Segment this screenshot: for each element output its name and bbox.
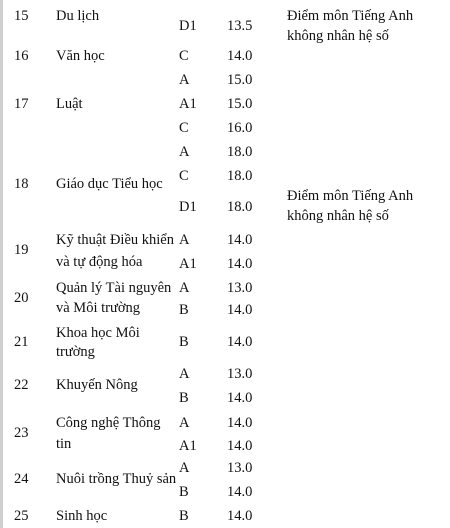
exam-block: A	[179, 415, 190, 431]
exam-block: B	[179, 484, 189, 500]
exam-block: C	[179, 168, 189, 184]
row-number: 19	[14, 242, 29, 258]
cutoff-score: 18.0	[227, 168, 253, 184]
row-number: 16	[14, 48, 29, 64]
cutoff-score: 14.0	[227, 232, 253, 248]
cutoff-score: 13.5	[227, 18, 253, 34]
exam-block: A	[179, 144, 190, 160]
note-text: không nhân hệ số	[287, 208, 389, 224]
cutoff-score: 14.0	[227, 256, 253, 272]
major-name: và Môi trường	[56, 300, 140, 316]
major-name: và tự động hóa	[56, 254, 143, 270]
note-text: Điểm môn Tiếng Anh	[287, 8, 414, 24]
row-number: 17	[14, 96, 29, 112]
cutoff-score: 15.0	[227, 72, 253, 88]
exam-block: B	[179, 390, 189, 406]
cutoff-score: 13.0	[227, 366, 253, 382]
cutoff-score: 18.0	[227, 199, 253, 215]
row-number: 22	[14, 377, 29, 393]
major-name: Văn học	[56, 48, 105, 64]
exam-block: A	[179, 72, 190, 88]
cutoff-score: 14.0	[227, 508, 253, 524]
exam-block: A	[179, 280, 190, 296]
row-number: 18	[14, 176, 29, 192]
row-number: 24	[14, 471, 29, 487]
exam-block: A1	[179, 438, 197, 454]
cutoff-score: 14.0	[227, 390, 253, 406]
row-number: 15	[14, 8, 29, 24]
exam-block: B	[179, 334, 189, 350]
exam-block: D1	[179, 18, 197, 34]
cutoff-score: 13.0	[227, 460, 253, 476]
exam-block: A	[179, 366, 190, 382]
left-border	[0, 0, 3, 528]
cutoff-score: 18.0	[227, 144, 253, 160]
exam-block: B	[179, 508, 189, 524]
exam-block: A	[179, 232, 190, 248]
row-number: 25	[14, 508, 29, 524]
exam-block: C	[179, 120, 189, 136]
note-text: không nhân hệ số	[287, 28, 389, 44]
cutoff-score: 15.0	[227, 96, 253, 112]
exam-block: B	[179, 302, 189, 318]
row-number: 21	[14, 334, 29, 350]
major-name: Kỹ thuật Điều khiển	[56, 232, 174, 248]
cutoff-score: 14.0	[227, 438, 253, 454]
exam-block: A	[179, 460, 190, 476]
exam-block: A1	[179, 256, 197, 272]
major-name: Khuyến Nông	[56, 377, 138, 393]
major-name: trường	[56, 344, 95, 360]
major-name: Khoa học Môi	[56, 325, 140, 341]
cutoff-score: 13.0	[227, 280, 253, 296]
major-name: Công nghệ Thông	[56, 415, 161, 431]
cutoff-score: 14.0	[227, 484, 253, 500]
row-number: 23	[14, 425, 29, 441]
exam-block: C	[179, 48, 189, 64]
row-number: 20	[14, 290, 29, 306]
exam-block: A1	[179, 96, 197, 112]
cutoff-score: 14.0	[227, 415, 253, 431]
major-name: tin	[56, 436, 72, 452]
major-name: Nuôi trồng Thuỷ sản	[56, 471, 177, 487]
cutoff-score: 14.0	[227, 302, 253, 318]
major-name: Giáo dục Tiểu học	[56, 176, 163, 192]
major-name: Luật	[56, 96, 83, 112]
cutoff-score: 14.0	[227, 334, 253, 350]
cutoff-score: 14.0	[227, 48, 253, 64]
exam-block: D1	[179, 199, 197, 215]
major-name: Sinh học	[56, 508, 108, 524]
major-name: Quản lý Tài nguyên	[56, 280, 172, 296]
major-name: Du lịch	[56, 8, 100, 24]
note-text: Điểm môn Tiếng Anh	[287, 188, 414, 204]
cutoff-score: 16.0	[227, 120, 253, 136]
